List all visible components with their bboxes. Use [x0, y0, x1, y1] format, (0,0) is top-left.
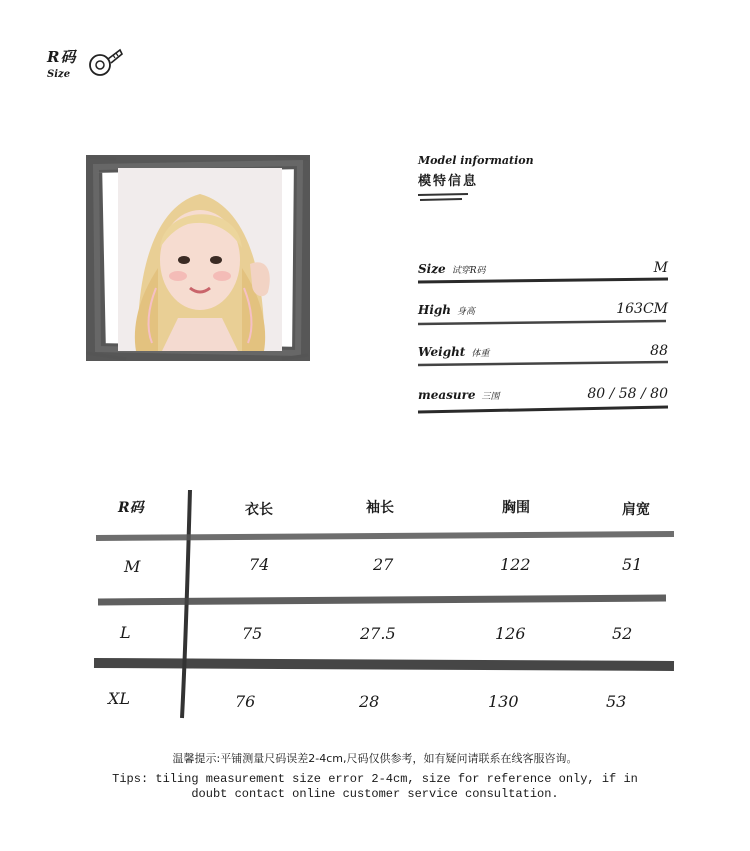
footer-note-en: Tips: tiling measurement size error 2-4cm, size for reference only, if in doubt contact online customer service consultation.	[112, 772, 638, 801]
size-subtitle: Size	[47, 69, 71, 80]
table-cell: 122	[500, 555, 531, 574]
col-header-size: R码	[118, 500, 144, 516]
title-underline	[418, 190, 470, 204]
size-title: R码	[47, 48, 77, 66]
table-cell: 126	[495, 624, 526, 643]
col-header-length: 衣长	[245, 502, 273, 518]
model-info-title-cn: 模特信息	[418, 174, 479, 189]
table-cell: 52	[612, 624, 633, 643]
table-cell: 130	[488, 692, 519, 711]
table-row-size: L	[120, 623, 131, 642]
table-cell: 27	[373, 555, 394, 574]
info-row-size: Size 试穿R码 M	[418, 260, 668, 276]
table-row-size: XL	[108, 689, 131, 708]
table-cell: 74	[249, 555, 270, 574]
table-cell: 75	[242, 624, 263, 643]
table-cell: 28	[359, 692, 380, 711]
info-row-dividers	[416, 276, 672, 420]
measuring-tape-icon	[84, 46, 124, 78]
model-info-title: Model information	[418, 154, 534, 167]
col-header-sleeve: 袖长	[366, 500, 394, 516]
table-row-size: M	[124, 557, 141, 576]
table-cell: 51	[622, 555, 643, 574]
table-cell: 76	[235, 692, 256, 711]
footer-note-cn: 温馨提示:平铺测量尺码误差2-4cm,尺码仅供参考，如有疑问请联系在线客服咨询。	[172, 752, 578, 765]
model-photo	[118, 168, 282, 351]
table-cell: 53	[606, 692, 627, 711]
info-row-weight: Weight 体重 88	[418, 343, 668, 359]
table-cell: 27.5	[360, 624, 396, 643]
info-row-measure: measure 三围 80 / 58 / 80	[418, 386, 668, 402]
col-header-chest: 胸围	[502, 500, 530, 516]
info-row-height: High 身高 163CM	[418, 301, 668, 317]
col-header-shoulder: 肩宽	[622, 502, 650, 518]
